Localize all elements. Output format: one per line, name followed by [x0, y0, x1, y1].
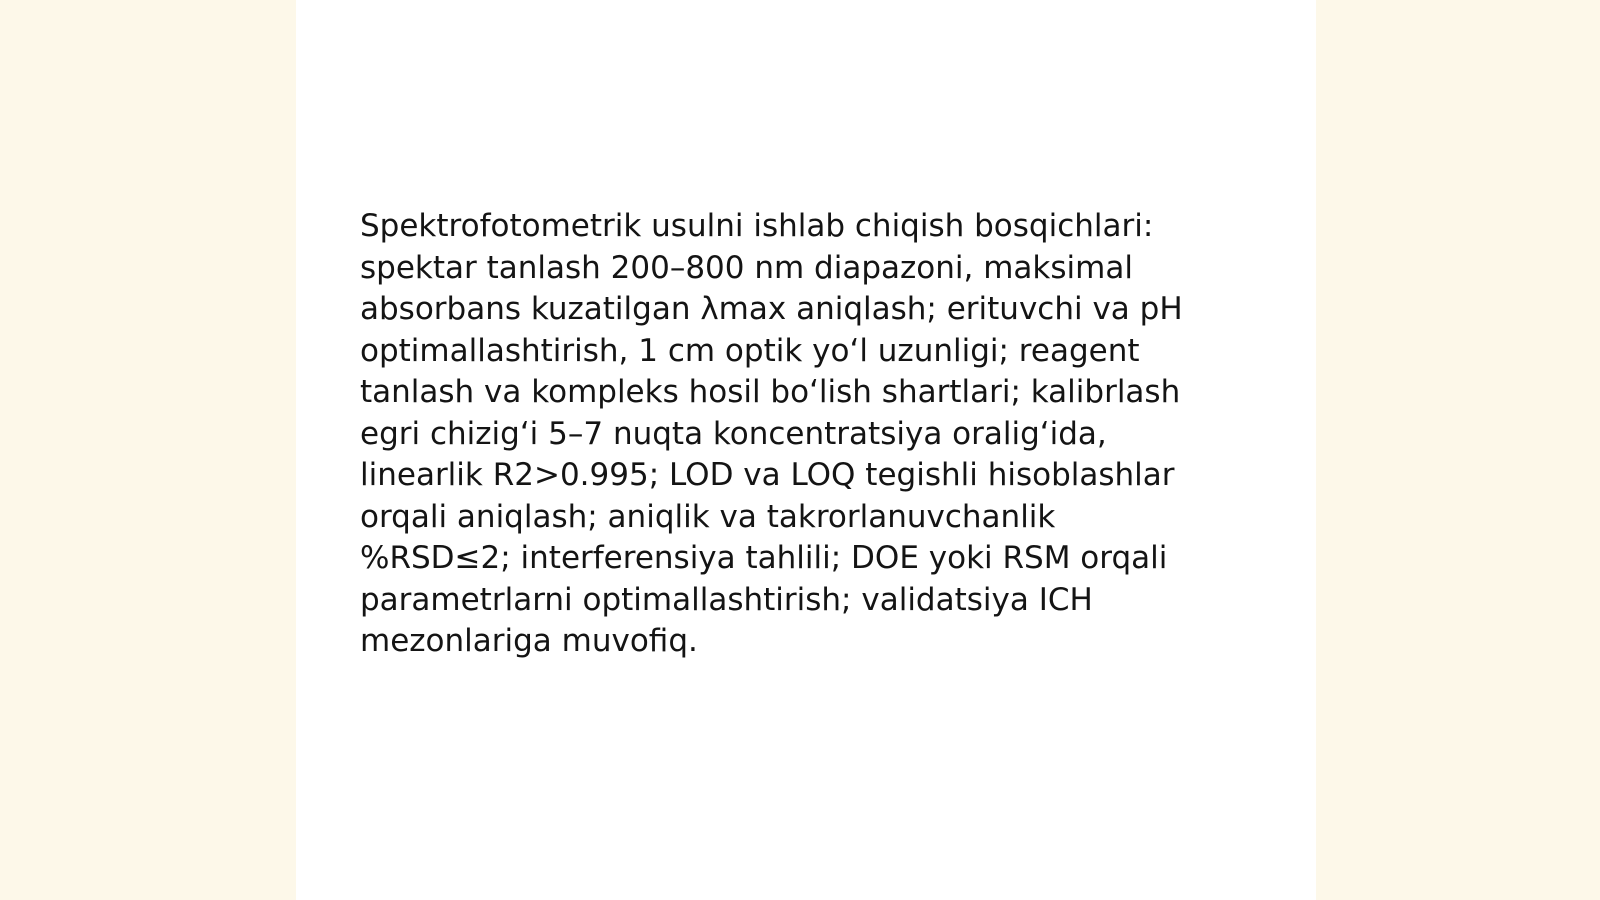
slide-body-text: Spektrofotometrik usulni ishlab chiqish bosqichlari: spektar tanlash 200–800 nm diapazoni, maksimal absorbans kuzatilgan λmax aniqlash; erituvchi va pH optimallashtirish, 1 cm optik yo‘l uzunligi; reagent tanlash va kompleks hosil bo‘lish shartlari; kalibrlash egri chizig‘i 5–7 nuqta koncentratsiya oralig‘ida, linearlik R2>0.995; LOD va LOQ tegishli hisoblashlar orqali aniqlash; aniqlik va takrorlanuvchanlik %RSD≤2; interferensiya tahlili; DOE yoki RSM orqali parametrlarni optimallashtirish; validatsiya ICH mezonlariga muvofiq.	[360, 208, 1183, 659]
slide	[296, 0, 1316, 900]
